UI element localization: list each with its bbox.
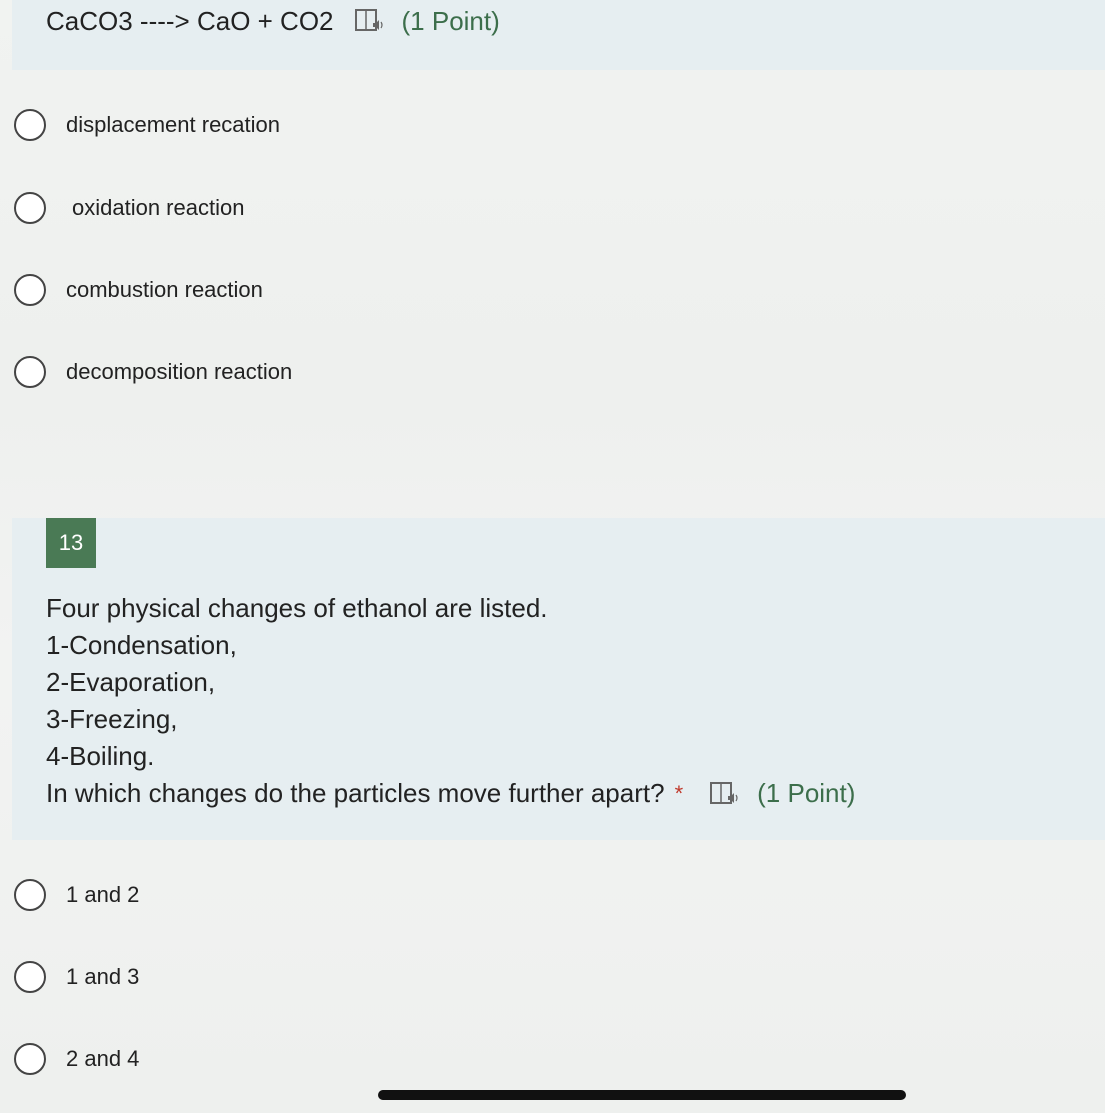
radio-button[interactable] [14, 109, 46, 141]
option-displacement-reaction[interactable] [14, 107, 280, 143]
option-oxidation-reaction[interactable] [14, 190, 244, 226]
radio-button[interactable] [14, 879, 46, 911]
option-combustion-reaction[interactable] [14, 272, 263, 308]
immersive-reader-icon[interactable] [354, 8, 384, 34]
question-12-title [46, 4, 500, 38]
radio-button[interactable] [14, 192, 46, 224]
radio-button[interactable] [14, 961, 46, 993]
question-line: Four physical changes of ethanol are listed. [46, 593, 548, 623]
option-label: 1 and 2 [66, 882, 140, 907]
option-1-and-3[interactable] [14, 959, 139, 995]
option-2-and-4[interactable] [14, 1041, 139, 1077]
radio-button[interactable] [14, 356, 46, 388]
option-decomposition-reaction[interactable] [14, 354, 292, 390]
option-label: 1 and 3 [66, 964, 140, 989]
question-13-points: (1 Point) [757, 778, 856, 808]
question-line: 2-Evaporation, [46, 667, 216, 697]
radio-button[interactable] [14, 274, 46, 306]
question-13-header [12, 518, 1105, 840]
question-prompt-line [46, 775, 855, 812]
question-number-badge: 13 [46, 518, 96, 568]
question-line: 3-Freezing, [46, 704, 178, 734]
question-line: 1-Condensation, [46, 630, 237, 660]
option-label: decomposition reaction [66, 359, 293, 384]
required-marker: * [674, 781, 684, 806]
radio-button[interactable] [14, 1043, 46, 1075]
question-12-equation: CaCO3 ----> CaO + CO2 [46, 5, 334, 36]
option-1-and-2[interactable] [14, 877, 139, 913]
option-label: 2 and 4 [66, 1046, 140, 1071]
option-label: displacement recation [66, 112, 281, 137]
question-12-points: (1 Point) [401, 5, 500, 36]
question-12-header [12, 0, 1105, 70]
question-line: 4-Boiling. [46, 741, 155, 771]
home-indicator[interactable] [378, 1090, 906, 1100]
option-label: oxidation reaction [72, 195, 245, 220]
immersive-reader-icon[interactable] [709, 781, 739, 807]
question-prompt: In which changes do the particles move further apart? [46, 778, 665, 808]
option-label: combustion reaction [66, 277, 263, 302]
question-13-title [46, 590, 855, 812]
